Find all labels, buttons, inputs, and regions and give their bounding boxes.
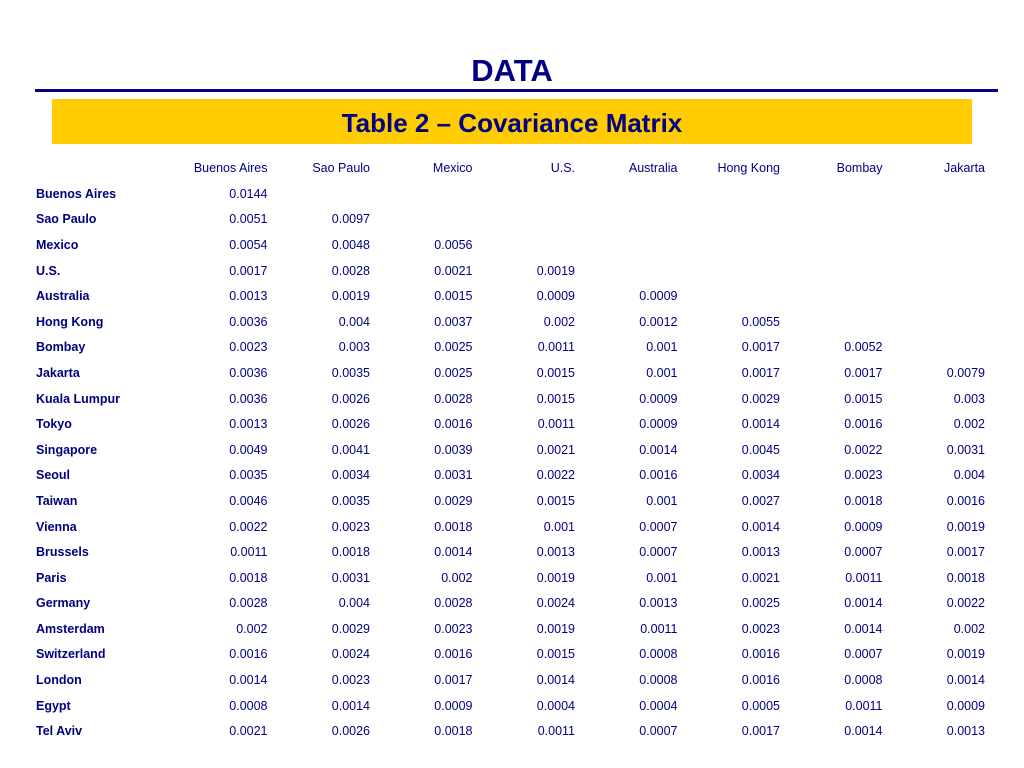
table-row	[33, 565, 991, 591]
matrix-cell: 0.0026	[331, 724, 370, 739]
matrix-cell: 0.0025	[434, 365, 473, 380]
table-row	[33, 539, 991, 565]
matrix-cell: 0.0024	[536, 596, 575, 611]
table-row	[33, 616, 991, 642]
matrix-cell: 0.001	[646, 570, 678, 585]
matrix-cell: 0.0007	[639, 724, 678, 739]
row-header: Australia	[36, 289, 90, 304]
matrix-cell	[581, 232, 684, 258]
column-header: Australia	[628, 161, 678, 175]
matrix-cell: 0.0017	[229, 263, 268, 278]
matrix-body	[33, 181, 991, 744]
table-row	[33, 693, 991, 719]
matrix-cell	[684, 232, 787, 258]
row-header: Switzerland	[36, 647, 106, 662]
matrix-cell	[786, 309, 889, 335]
matrix-cell: 0.0017	[946, 545, 985, 560]
matrix-cell: 0.0031	[331, 570, 370, 585]
matrix-cell: 0.0011	[230, 545, 268, 560]
corner-cell	[33, 155, 171, 181]
matrix-cell: 0.0021	[536, 442, 575, 457]
matrix-cell: 0.002	[236, 621, 268, 636]
matrix-cell: 0.0013	[229, 289, 268, 304]
matrix-cell: 0.0016	[946, 493, 985, 508]
matrix-cell	[684, 283, 787, 309]
matrix-cell	[581, 207, 684, 233]
matrix-cell: 0.0018	[229, 570, 268, 585]
matrix-cell: 0.0022	[946, 596, 985, 611]
matrix-cell: 0.0016	[434, 647, 473, 662]
matrix-cell: 0.0018	[844, 493, 883, 508]
matrix-cell	[786, 207, 889, 233]
matrix-cell: 0.0013	[536, 545, 575, 560]
matrix-cell: 0.0019	[536, 570, 575, 585]
table-row	[33, 642, 991, 668]
matrix-cell: 0.0014	[639, 442, 678, 457]
matrix-cell: 0.0023	[331, 673, 370, 688]
matrix-cell: 0.0011	[537, 340, 575, 355]
matrix-cell	[889, 309, 992, 335]
matrix-cell: 0.0013	[741, 545, 780, 560]
table-row	[33, 181, 991, 207]
matrix-cell: 0.0014	[229, 673, 268, 688]
matrix-cell: 0.0051	[229, 212, 268, 227]
table-row	[33, 463, 991, 489]
matrix-cell: 0.0013	[639, 596, 678, 611]
matrix-cell	[786, 258, 889, 284]
column-header: U.S.	[550, 161, 575, 175]
matrix-cell: 0.0008	[229, 698, 268, 713]
table-row	[33, 386, 991, 412]
row-header: Paris	[36, 570, 67, 585]
matrix-cell: 0.0029	[741, 391, 780, 406]
matrix-cell	[581, 181, 684, 207]
matrix-cell: 0.0023	[844, 468, 883, 483]
matrix-cell: 0.0035	[331, 365, 370, 380]
row-header: Vienna	[36, 519, 77, 534]
matrix-cell: 0.0041	[331, 442, 370, 457]
matrix-cell: 0.0029	[434, 493, 473, 508]
matrix-cell: 0.0018	[331, 545, 370, 560]
matrix-cell: 0.0034	[331, 468, 370, 483]
matrix-cell: 0.002	[441, 570, 473, 585]
matrix-cell: 0.0021	[741, 570, 780, 585]
matrix-cell: 0.0144	[229, 186, 268, 201]
matrix-cell: 0.0031	[434, 468, 473, 483]
matrix-cell: 0.0028	[434, 596, 473, 611]
matrix-cell: 0.0019	[536, 621, 575, 636]
matrix-cell: 0.0007	[844, 545, 883, 560]
table-row	[33, 258, 991, 284]
matrix-cell: 0.003	[953, 391, 985, 406]
matrix-cell: 0.0024	[331, 647, 370, 662]
matrix-cell: 0.0021	[229, 724, 268, 739]
row-header: Hong Kong	[36, 314, 104, 329]
matrix-cell	[376, 181, 479, 207]
matrix-cell: 0.0015	[536, 493, 575, 508]
row-header: U.S.	[36, 263, 61, 278]
matrix-cell	[889, 283, 992, 309]
matrix-cell: 0.0011	[845, 570, 883, 585]
matrix-cell: 0.0046	[229, 493, 268, 508]
matrix-cell: 0.001	[646, 365, 678, 380]
row-header: Kuala Lumpur	[36, 391, 121, 406]
matrix-cell: 0.0007	[844, 647, 883, 662]
matrix-cell: 0.0009	[946, 698, 985, 713]
matrix-cell: 0.0014	[946, 673, 985, 688]
matrix-cell: 0.0097	[331, 212, 370, 227]
matrix-cell: 0.0021	[434, 263, 473, 278]
matrix-cell: 0.0023	[741, 621, 780, 636]
matrix-cell: 0.0019	[946, 519, 985, 534]
matrix-cell: 0.0039	[434, 442, 473, 457]
matrix-cell: 0.0013	[229, 417, 268, 432]
matrix-cell: 0.0009	[639, 391, 678, 406]
matrix-cell	[786, 181, 889, 207]
matrix-cell	[684, 258, 787, 284]
matrix-cell: 0.0055	[741, 314, 780, 329]
matrix-cell: 0.0019	[946, 647, 985, 662]
matrix-cell: 0.0015	[844, 391, 883, 406]
table-row	[33, 667, 991, 693]
matrix-cell: 0.002	[953, 621, 985, 636]
matrix-cell: 0.0015	[536, 391, 575, 406]
table-row	[33, 514, 991, 540]
column-header: Buenos Aires	[193, 161, 268, 175]
row-header: Bombay	[36, 340, 86, 355]
matrix-cell: 0.0014	[844, 596, 883, 611]
matrix-cell: 0.0045	[741, 442, 780, 457]
matrix-cell: 0.0026	[331, 391, 370, 406]
table-row	[33, 309, 991, 335]
matrix-cell: 0.0008	[844, 673, 883, 688]
matrix-cell: 0.0011	[537, 417, 575, 432]
matrix-cell: 0.0015	[434, 289, 473, 304]
matrix-cell: 0.0028	[434, 391, 473, 406]
matrix-cell: 0.0023	[434, 621, 473, 636]
matrix-cell: 0.0014	[741, 519, 780, 534]
slide-title: DATA	[471, 53, 553, 88]
table-row	[33, 718, 991, 744]
matrix-cell: 0.0022	[536, 468, 575, 483]
matrix-cell: 0.0035	[229, 468, 268, 483]
matrix-cell: 0.0034	[741, 468, 780, 483]
matrix-cell: 0.002	[543, 314, 575, 329]
row-header: Tel Aviv	[36, 724, 83, 739]
table-row	[33, 360, 991, 386]
matrix-cell: 0.0025	[741, 596, 780, 611]
matrix-cell	[786, 283, 889, 309]
matrix-cell: 0.0014	[741, 417, 780, 432]
matrix-cell: 0.004	[953, 468, 985, 483]
table-row	[33, 411, 991, 437]
matrix-cell: 0.0007	[639, 545, 678, 560]
row-header: Tokyo	[36, 417, 72, 432]
matrix-cell	[581, 258, 684, 284]
matrix-cell	[889, 181, 992, 207]
matrix-cell: 0.0028	[229, 596, 268, 611]
matrix-cell: 0.001	[543, 519, 575, 534]
table-row	[33, 283, 991, 309]
matrix-cell: 0.0009	[639, 417, 678, 432]
matrix-cell: 0.0019	[331, 289, 370, 304]
matrix-cell: 0.0019	[536, 263, 575, 278]
row-header: Taiwan	[36, 493, 78, 508]
matrix-cell: 0.001	[646, 340, 678, 355]
row-header: Brussels	[36, 545, 89, 560]
matrix-cell: 0.0017	[434, 673, 473, 688]
matrix-cell: 0.0005	[741, 698, 780, 713]
column-header: Bombay	[836, 161, 883, 175]
matrix-cell: 0.0029	[331, 621, 370, 636]
matrix-cell: 0.0016	[229, 647, 268, 662]
matrix-cell: 0.0049	[229, 442, 268, 457]
column-header: Sao Paulo	[312, 161, 370, 175]
matrix-cell	[889, 207, 992, 233]
table-row	[33, 207, 991, 233]
column-header: Mexico	[432, 161, 473, 175]
table-row	[33, 335, 991, 361]
title-divider	[35, 89, 998, 92]
matrix-cell: 0.0011	[845, 698, 883, 713]
matrix-cell: 0.0036	[229, 391, 268, 406]
matrix-cell	[786, 232, 889, 258]
matrix-cell: 0.0013	[946, 724, 985, 739]
matrix-cell: 0.0017	[741, 724, 780, 739]
matrix-cell: 0.0025	[434, 340, 473, 355]
matrix-cell: 0.0022	[229, 519, 268, 534]
matrix-cell: 0.0018	[434, 519, 473, 534]
matrix-cell: 0.0014	[536, 673, 575, 688]
matrix-cell: 0.003	[338, 340, 370, 355]
row-header: Jakarta	[36, 365, 80, 380]
matrix-cell: 0.0017	[741, 340, 780, 355]
covariance-matrix-table	[33, 155, 991, 744]
matrix-cell	[889, 335, 992, 361]
matrix-cell: 0.0028	[331, 263, 370, 278]
matrix-cell	[376, 207, 479, 233]
matrix-cell: 0.0008	[639, 673, 678, 688]
table-row	[33, 232, 991, 258]
table-title: Table 2 – Covariance Matrix	[341, 108, 683, 138]
matrix-cell	[274, 181, 377, 207]
row-header: Amsterdam	[36, 621, 105, 636]
matrix-cell: 0.0016	[741, 647, 780, 662]
matrix-cell: 0.0004	[639, 698, 678, 713]
matrix-cell: 0.0011	[640, 621, 678, 636]
matrix-cell: 0.0009	[434, 698, 473, 713]
matrix-cell: 0.0016	[639, 468, 678, 483]
matrix-cell: 0.0035	[331, 493, 370, 508]
matrix-cell: 0.0048	[331, 237, 370, 252]
matrix-cell: 0.0016	[741, 673, 780, 688]
table-row	[33, 591, 991, 617]
matrix-cell: 0.0014	[844, 724, 883, 739]
matrix-cell: 0.004	[338, 314, 370, 329]
matrix-cell: 0.0017	[844, 365, 883, 380]
row-header: Sao Paulo	[36, 212, 97, 227]
matrix-cell: 0.0015	[536, 647, 575, 662]
matrix-cell: 0.0014	[331, 698, 370, 713]
matrix-cell: 0.0022	[844, 442, 883, 457]
matrix-cell: 0.0017	[741, 365, 780, 380]
matrix-cell: 0.0004	[536, 698, 575, 713]
matrix-cell	[479, 181, 582, 207]
matrix-cell: 0.0026	[331, 417, 370, 432]
matrix-cell	[889, 232, 992, 258]
row-header: Singapore	[36, 442, 98, 457]
matrix-cell: 0.0009	[536, 289, 575, 304]
matrix-cell: 0.002	[953, 417, 985, 432]
row-header: Egypt	[36, 698, 71, 713]
matrix-cell: 0.001	[646, 493, 678, 508]
matrix-cell: 0.0008	[639, 647, 678, 662]
matrix-cell: 0.0079	[946, 365, 985, 380]
matrix-cell: 0.0023	[229, 340, 268, 355]
matrix-cell: 0.0009	[844, 519, 883, 534]
column-header: Jakarta	[944, 161, 985, 175]
matrix-cell: 0.0015	[536, 365, 575, 380]
matrix-cell: 0.0016	[844, 417, 883, 432]
matrix-cell: 0.0052	[844, 340, 883, 355]
matrix-cell: 0.0036	[229, 365, 268, 380]
matrix-cell: 0.0018	[434, 724, 473, 739]
matrix-cell	[684, 207, 787, 233]
matrix-cell: 0.0011	[537, 724, 575, 739]
matrix-cell: 0.0023	[331, 519, 370, 534]
header-row	[33, 155, 991, 181]
matrix-cell: 0.0014	[434, 545, 473, 560]
matrix-cell: 0.0007	[639, 519, 678, 534]
matrix-cell: 0.0012	[639, 314, 678, 329]
matrix-cell: 0.0036	[229, 314, 268, 329]
matrix-cell	[479, 232, 582, 258]
matrix-cell: 0.0018	[946, 570, 985, 585]
table-title-banner	[52, 99, 972, 144]
row-header: London	[36, 673, 82, 688]
matrix-cell: 0.004	[338, 596, 370, 611]
column-header: Hong Kong	[717, 161, 780, 175]
matrix-cell: 0.0031	[946, 442, 985, 457]
table-row	[33, 437, 991, 463]
matrix-cell: 0.0016	[434, 417, 473, 432]
row-header: Mexico	[36, 237, 79, 252]
matrix-cell	[889, 258, 992, 284]
matrix-cell: 0.0027	[741, 493, 780, 508]
matrix-cell	[684, 181, 787, 207]
matrix-cell: 0.0009	[639, 289, 678, 304]
matrix-cell: 0.0014	[844, 621, 883, 636]
row-header: Germany	[36, 596, 91, 611]
matrix-cell: 0.0037	[434, 314, 473, 329]
matrix-cell: 0.0054	[229, 237, 268, 252]
table-row	[33, 488, 991, 514]
matrix-cell: 0.0056	[434, 237, 473, 252]
matrix-cell	[479, 207, 582, 233]
row-header: Seoul	[36, 468, 71, 483]
row-header: Buenos Aires	[36, 186, 117, 201]
